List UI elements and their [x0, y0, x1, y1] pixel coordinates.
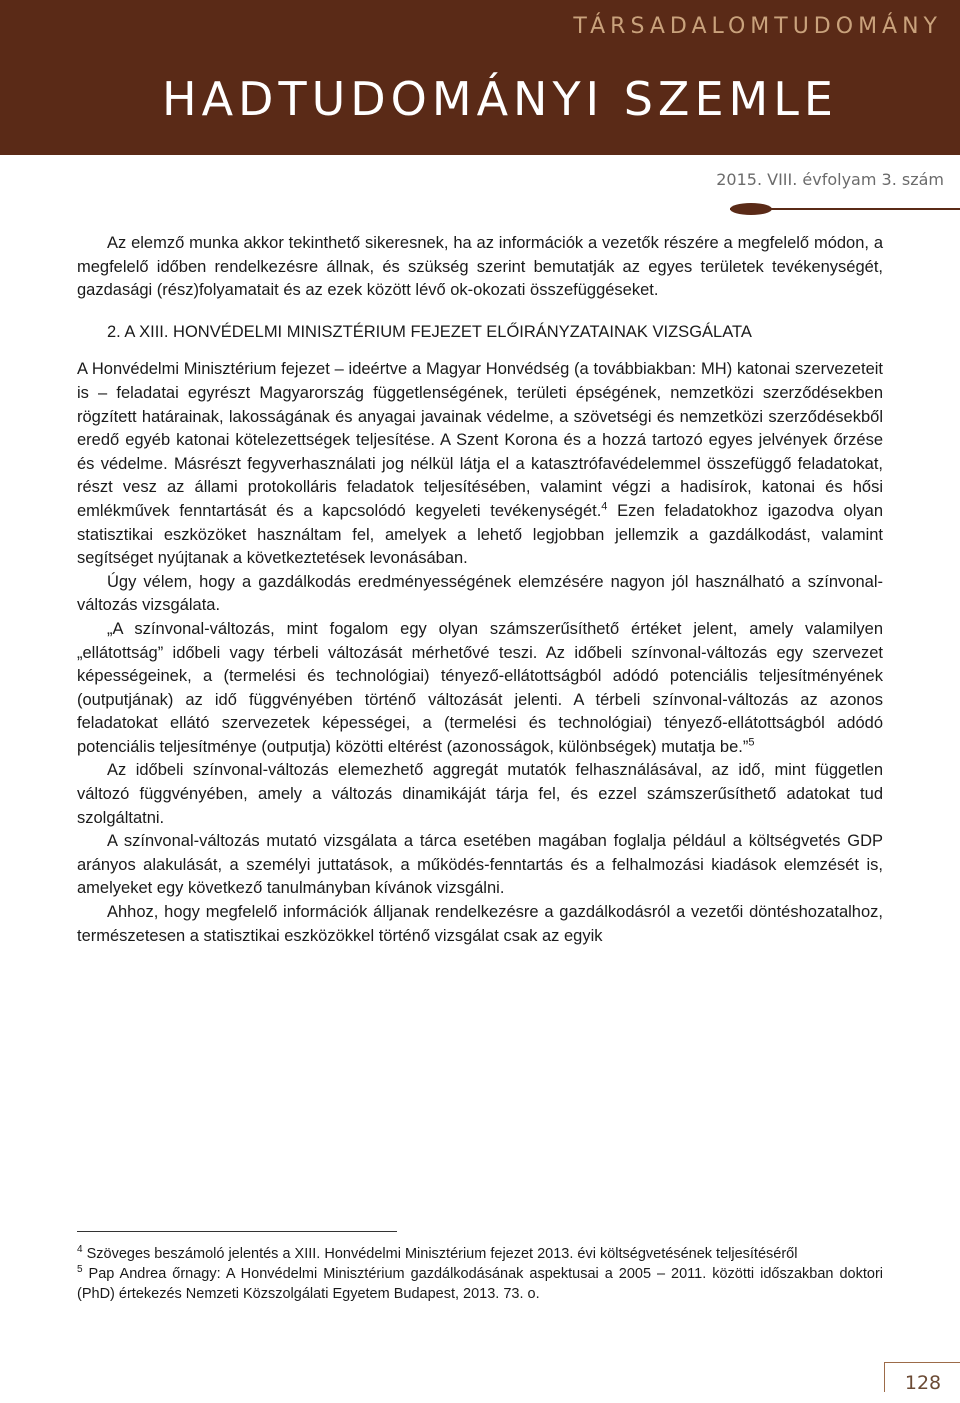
header-banner [0, 0, 960, 155]
header-divider-ornament [730, 203, 772, 215]
paragraph-temporal: Az időbeli színvonal-változás elemezhető aggregát mutatók felhasználásával, az idő, mint független változó függvényében, amely a változás dinamikáját tárja fel, és ezzel számszerűsíthető adatokat tud szolgáltatni. [77, 761, 883, 827]
journal-category: TÁRSADALOMTUDOMÁNY [573, 14, 942, 39]
paragraph-quote [77, 618, 883, 760]
paragraph-ministry-text: A Honvédelmi Minisztérium fejezet – ideértve a Magyar Honvédség (a továbbiakban: MH) katonai szervezeteit is – feladatai egyrészt Magyarország függetlenségének, területi épségének, nemzetközi szerződésekben rögzített határainak, lakosságának és anyagai javainak védelme, a szövetségi és nemzetközi szerződésekből eredő egyéb katonai kötelezettségek teljesítése. A Szent Korona és a hozzá tartozó egyes jelvények őrzése és védelme. Másrészt fegyverhasználati jog nélkül látja el a katasztrófavédelemmel összefüggő feladatokat, részt vesz az állami protokolláris feladatok teljesítésében, valamint végzi a hadisírok, katonai és hősi emlékművek fenntartását és a kapcsolódó kegyeleti tevékenységét. [77, 360, 883, 520]
footnote-4-text: Szöveges beszámoló jelentés a XIII. Honvédelmi Minisztérium fejezet 2013. évi költségvetésének teljesítéséről [86, 1246, 798, 1262]
section-heading: 2. A XIII. HONVÉDELMI MINISZTÉRIUM FEJEZET ELŐIRÁNYZATAINAK VIZSGÁLATA [107, 322, 752, 341]
footnote-ref-5[interactable]: 5 [748, 736, 755, 749]
footnote-5-text: Pap Andrea őrnagy: A Honvédelmi Minisztérium gazdálkodásának aspektusai a 2005 – 2011. közötti időszakban doktori (PhD) értekezés Nemzeti Közszolgálati Egyetem Budapest, 2013. 73. o. [77, 1266, 883, 1302]
page-number: 128 [884, 1362, 960, 1392]
footnote-4-number: 4 [77, 1244, 83, 1256]
paragraph-intro: Az elemző munka akkor tekinthető sikeresnek, ha az információk a vezetők részére a megfelelő módon, a megfelelő időben rendelkezésre állnak, és szükség szerint bemutatják az egyes területek tevékenységét, gazdasági (rész)folyamatait és az ezek között lévő ok-okozati összefüggéseket. [77, 234, 883, 300]
paragraph-ministry [77, 358, 883, 570]
paragraph-opinion: Úgy vélem, hogy a gazdálkodás eredményességének elemzésére nagyon jól használható a színvonal-változás vizsgálata. [77, 572, 883, 615]
paragraph-decision: Ahhoz, hogy megfelelő információk álljanak rendelkezésre a gazdálkodásról a vezetői döntéshozatalhoz, természetesen a statisztikai eszközökkel történő vizsgálat csak az egyik [77, 903, 883, 945]
footnote-5-number: 5 [77, 1264, 83, 1276]
footnote-separator [77, 1231, 397, 1232]
footnote-5 [77, 1264, 883, 1304]
article-body [77, 232, 883, 948]
footnotes [77, 1244, 883, 1304]
paragraph-indicator: A színvonal-változás mutató vizsgálata a tárca esetében magában foglalja például a költségvetés GDP arányos alakulását, a személyi juttatások, a működés-fenntartás és a felhalmozási kiadások elemzését is, amelyeket egy következő tanulmányban kívánok vizsgálni. [77, 832, 883, 898]
paragraph-ministry-continued: Ezen feladatokhoz igazodva olyan statisztikai eszközöket használtam fel, amelyek a lehető legjobban jellemzik a gazdálkodást, valamint segítséget nyújtanak a következtetések levonásában. [77, 501, 883, 568]
paragraph-quote-text: „A színvonal-változás, mint fogalom egy olyan számszerűsíthető értéket jelent, amely valamilyen „ellátottság” időbeli vagy térbeli változását mérhetővé teszi. Az időbeli színvonal-változás egy szervezet képességeinek, a (termelési és technológiai) tényező-ellátottságból adódó potenciális teljesítményének (outputjának) az idő függvényében történő változását jelenti. A térbeli színvonal-változás az azonos feladatokat ellátó szervezetek képességei, a (termelési és technológiai) tényező-ellátottságból adódó potenciális teljesítménye (outputja) közötti eltérést (azonosságok, különbségek) mutatja be.” [77, 619, 883, 756]
footnote-ref-4[interactable]: 4 [601, 500, 608, 513]
footnote-4 [77, 1244, 883, 1264]
journal-title: HADTUDOMÁNYI SZEMLE [162, 72, 838, 126]
issue-label: 2015. VIII. évfolyam 3. szám [716, 170, 944, 189]
